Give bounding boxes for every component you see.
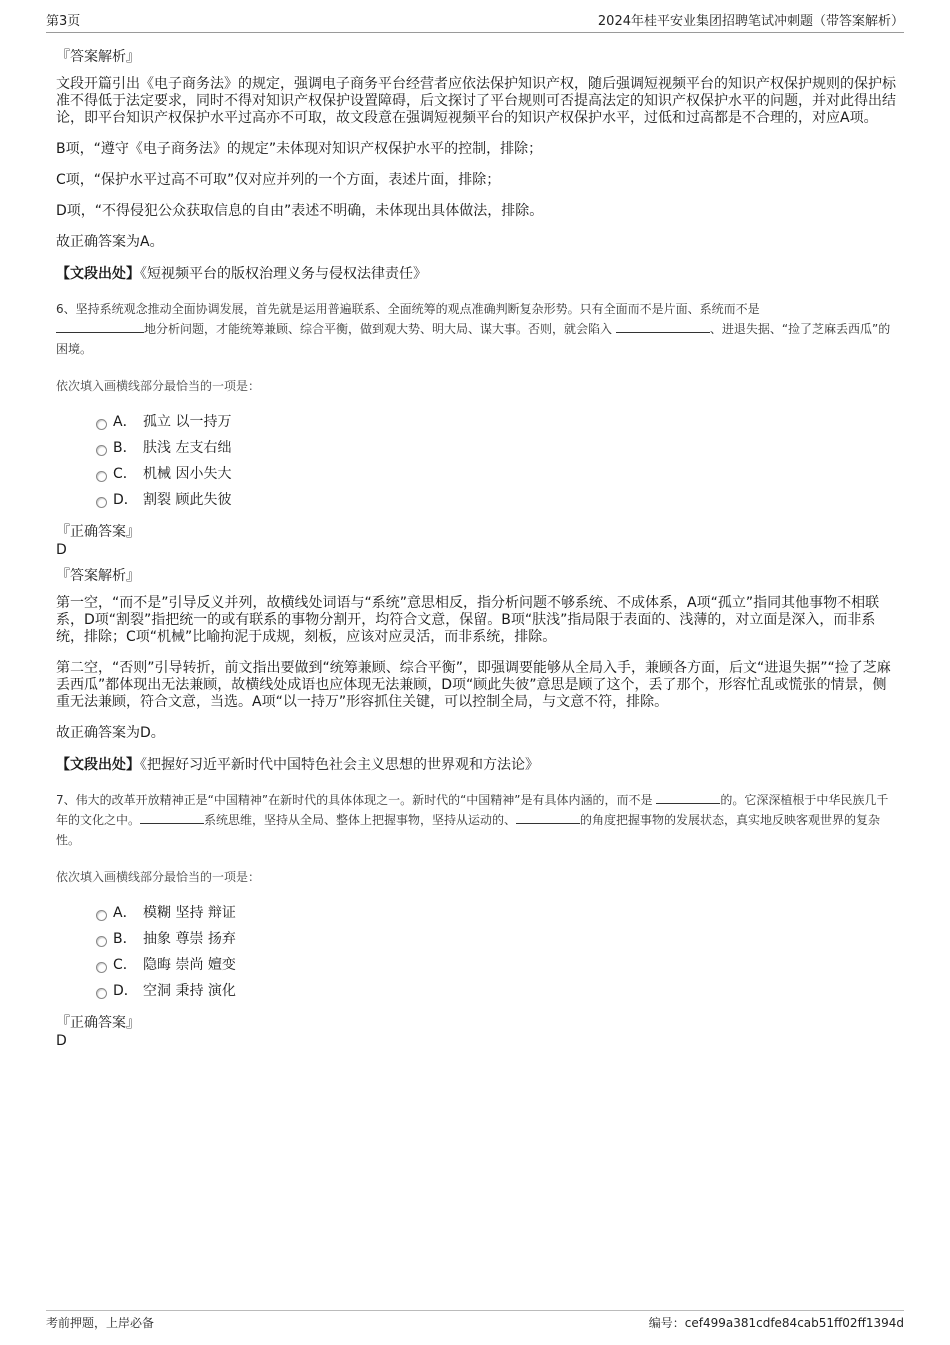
page-header [46, 12, 904, 33]
question-prompt: 依次填入画横线部分最恰当的一项是： [56, 870, 261, 884]
fill-blank [56, 319, 144, 333]
correct-answer-tag: 『正确答案』 [56, 1015, 140, 1031]
analysis-tag: 『答案解析』 [56, 49, 140, 65]
option-a[interactable]: A． 模糊 坚持 辩证 [96, 900, 898, 926]
analysis-paragraph: 文段开篇引出《电子商务法》的规定，强调电子商务平台经营者应依法保护知识产权，随后强调短视频平台的知识产权保护规则的保护标准不得低于法定要求，同时不得对知识产权保护设置障碍，后文探讨了平台规则可否提高法定的知识产权保护水平的问题，并对此得出结论，即平台知识产权保护水平过高亦不可取，故文段意在强调短视频平台的知识产权保护水平，过低和过高都是不合理的，对应A项。 [56, 76, 896, 126]
source-label: 【文段出处】 [56, 266, 140, 282]
option-d[interactable]: D． 割裂 顾此失彼 [96, 487, 898, 513]
question-6-text: 6、坚持系统观念推动全面协调发展，首先就是运用普遍联系、全面统筹的观点准确判断复杂形势。只有全面而不是片面、系统而不是 地分析问题，才能统筹兼顾、综合平衡，做到观大势、明大局、谋大事。否则，就会陷入 、进退失据、“捡了芝麻丢西瓜”的困境。 [56, 302, 891, 356]
radio-icon[interactable] [96, 962, 107, 973]
correct-answer-tag: 『正确答案』 [56, 524, 140, 540]
analysis-paragraph: D项，“不得侵犯公众获取信息的自由”表述不明确，未体现出具体做法，排除。 [56, 203, 544, 219]
radio-icon[interactable] [96, 910, 107, 921]
page-content [56, 40, 898, 1054]
document-id: 编号：cef499a381cdfe84cab51ff02ff1394d [648, 1316, 904, 1330]
footer-slogan: 考前押题，上岸必备 [46, 1316, 155, 1330]
question-prompt: 依次填入画横线部分最恰当的一项是： [56, 379, 261, 393]
page-footer [46, 1310, 904, 1331]
conclusion-paragraph: 故正确答案为D。 [56, 725, 165, 741]
source-label: 【文段出处】 [56, 757, 140, 773]
analysis-paragraph: 第二空，“否则”引导转折，前文指出要做到“统筹兼顾、综合平衡”，即强调要能够从全局入手，兼顾各方面，后文“进退失据”“捡了芝麻丢西瓜”都体现出无法兼顾，故横线处成语也应体现无法兼顾，D项“顾此失彼”意思是顾了这个，丢了那个，形容忙乱或慌张的情景，侧重无法兼顾，符合文意，当选。A项“以一持万”形容抓住关键，可以控制全局，与文意不符，排除。 [56, 660, 891, 710]
option-b[interactable]: B． 肤浅 左支右绌 [96, 435, 898, 461]
radio-icon[interactable] [96, 497, 107, 508]
option-b[interactable]: B． 抽象 尊崇 扬弃 [96, 926, 898, 952]
correct-answer: D [56, 542, 67, 558]
analysis-paragraph: 第一空，“而不是”引导反义并列，故横线处词语与“系统”意思相反，指分析问题不够系统、不成体系，A项“孤立”指同其他事物不相联系，D项“割裂”指把统一的或有联系的事物分割开，均符合文意，保留。B项“肤浅”指局限于表面的、浅薄的，对立面是深入，而非系统，排除；C项“机械”比喻拘泥于成规，刻板，应该对应灵活，而非系统，排除。 [56, 595, 880, 645]
fill-blank [516, 810, 580, 824]
page-number: 第3页 [46, 14, 81, 29]
analysis-tag: 『答案解析』 [56, 568, 140, 584]
source-title: 《把握好习近平新时代中国特色社会主义思想的世界观和方法论》 [140, 757, 539, 773]
fill-blank [616, 319, 710, 333]
analysis-paragraph: C项，“保护水平过高不可取”仅对应并列的一个方面，表述片面，排除； [56, 172, 501, 188]
conclusion-paragraph: 故正确答案为A。 [56, 234, 164, 250]
source-title: 《短视频平台的版权治理义务与侵权法律责任》 [140, 266, 427, 282]
fill-blank [656, 790, 720, 804]
radio-icon[interactable] [96, 445, 107, 456]
radio-icon[interactable] [96, 936, 107, 947]
source-line [56, 756, 898, 774]
analysis-paragraph: B项，“遵守《电子商务法》的规定”未体现对知识产权保护水平的控制，排除； [56, 141, 543, 157]
source-line [56, 265, 898, 283]
correct-answer: D [56, 1033, 67, 1049]
option-d[interactable]: D． 空洞 秉持 演化 [96, 978, 898, 1004]
option-c[interactable]: C． 机械 因小失大 [96, 461, 898, 487]
radio-icon[interactable] [96, 419, 107, 430]
options-list [96, 409, 898, 513]
options-list [96, 900, 898, 1004]
radio-icon[interactable] [96, 471, 107, 482]
question-7-text: 7、伟大的改革开放精神正是“中国精神”在新时代的具体体现之一。新时代的“中国精神”是有具体内涵的，而不是 的。它深深植根于中华民族几千年的文化之中。 系统思维，坚持从全局、整体上把握事物，坚持从运动的、 的角度把握事物的发展状态，真实地反映客观世界的复杂性。 [56, 790, 898, 850]
radio-icon[interactable] [96, 988, 107, 999]
document-title: 2024年桂平安业集团招聘笔试冲刺题（带答案解析） [597, 14, 904, 29]
option-a[interactable]: A． 孤立 以一持万 [96, 409, 898, 435]
fill-blank [140, 810, 204, 824]
option-c[interactable]: C． 隐晦 崇尚 嬗变 [96, 952, 898, 978]
